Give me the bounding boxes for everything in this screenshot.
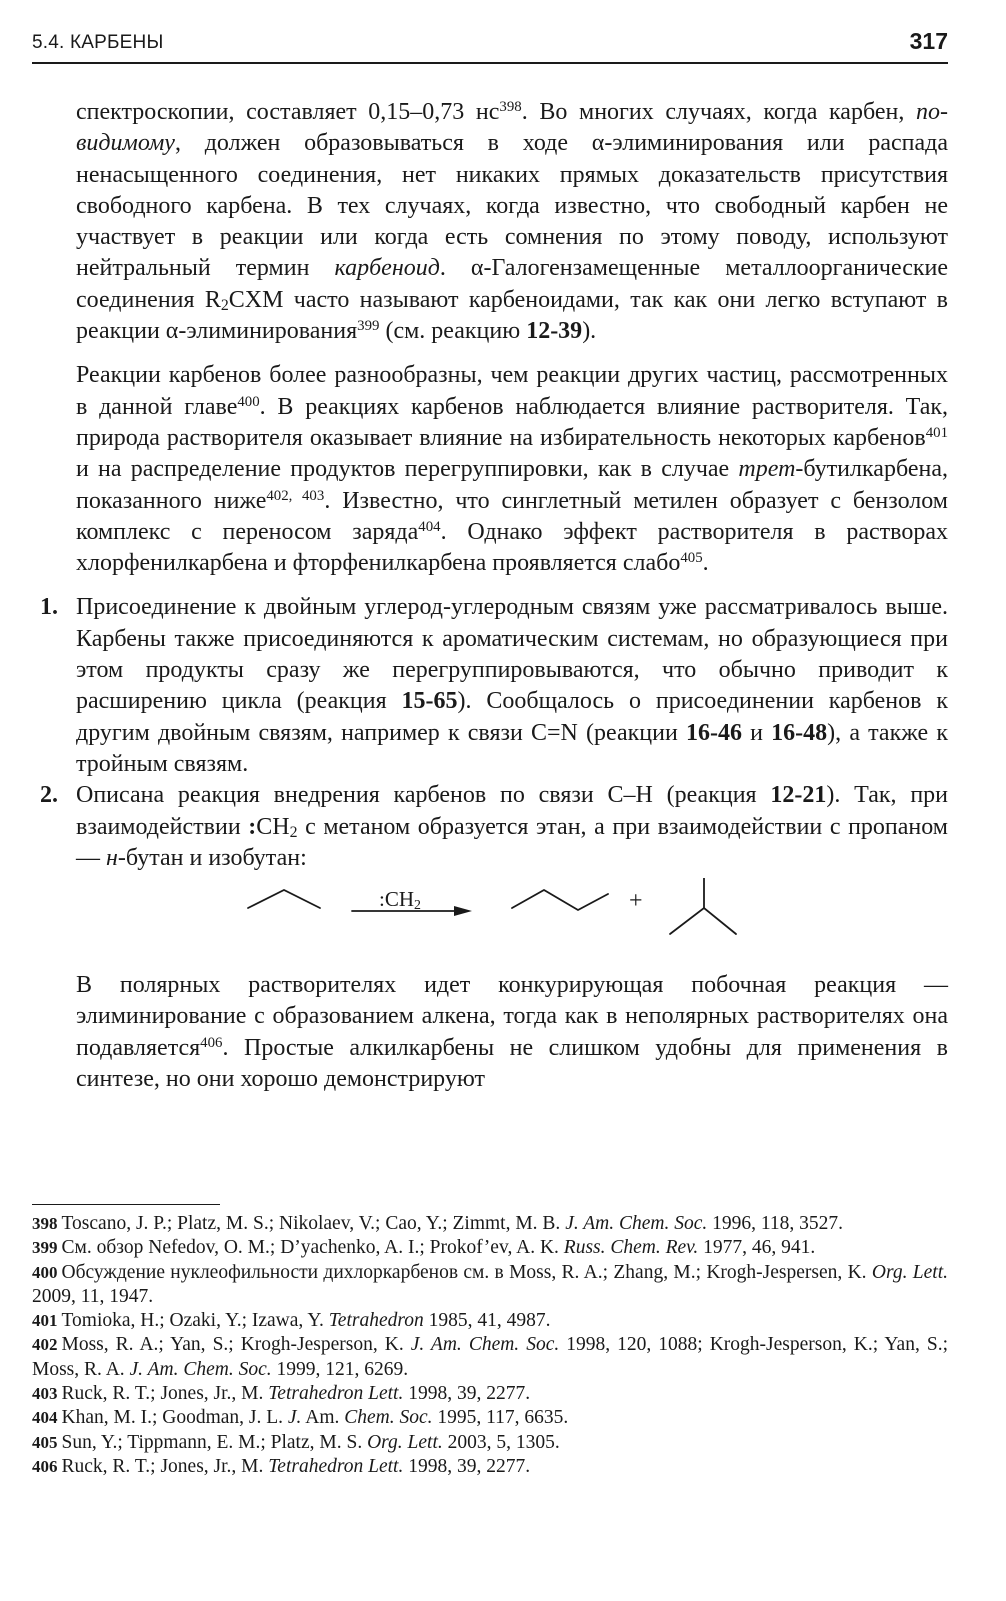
paragraph-3 (76, 970, 948, 1095)
section-title: 5.4. КАРБЕНЫ (32, 32, 164, 53)
footnote-ref-401: 401 (925, 424, 948, 441)
text-run: Описана реакция внедрения карбенов по связи C–H (реакция (76, 782, 771, 809)
text-run: Ruck, R. T.; Jones, Jr., M. (61, 1455, 269, 1477)
footnotes (32, 1212, 948, 1479)
footnote-406 (32, 1455, 948, 1479)
journal-name: J. (287, 1407, 302, 1429)
footnote-ref-399: 399 (357, 317, 380, 334)
isobutane-structure (670, 908, 736, 934)
text-run: Присоединение к двойным углерод-углеродным связям уже рассматривалось выше. Карбены также присоединяются к ароматическим системам, но образующиеся при этом продукты сразу же перегруппировываются, что обычно приводит к расширению цикла (реакция (76, 594, 948, 715)
text-run: . Во многих случаях, когда карбен, (521, 99, 916, 125)
paragraph-1 (76, 97, 948, 347)
footnote-number: 401 (32, 1311, 58, 1331)
footnote-ref-404: 404 (418, 518, 441, 535)
footnote-ref-405: 405 (680, 549, 703, 566)
footnote-ref-398: 398 (499, 98, 522, 115)
footnote-ref-402-403: 402, 403 (266, 487, 325, 504)
footnote-ref-406: 406 (200, 1034, 223, 1051)
text-run: . Известно, что синглетный метилен образует с бензолом комплекс с переносом заряда (76, 487, 948, 545)
text-run: спектроскопии, составляет 0,15–0,73 нс (76, 99, 500, 125)
text-run: См. обзор Nefedov, O. M.; D’yachenko, A. I.; Prokof’ev, A. K. (61, 1237, 564, 1259)
subscript: 2 (289, 823, 298, 841)
item-number: 1. (40, 594, 58, 621)
text-run: 2009, 11, 1947. (32, 1285, 154, 1307)
numbered-list (40, 592, 949, 874)
footnote-number: 402 (32, 1335, 58, 1355)
text-run: Am. (301, 1407, 345, 1429)
list-item (40, 780, 949, 874)
text-run: 1985, 41, 4987. (423, 1310, 551, 1332)
reaction-ref: 12-39 (526, 318, 583, 345)
reaction-ref: 16-46 (685, 719, 742, 746)
propane-structure (248, 890, 320, 908)
footnote-405 (32, 1431, 948, 1455)
italic-term: н (106, 844, 118, 871)
text-run: с метаном образуется этан, а при взаимодействии с пропаном — (76, 813, 948, 871)
italic-term: по-видимому (76, 99, 948, 157)
text-run: и на распределение продуктов перегруппировки, как в случае (76, 456, 739, 483)
italic-term: карбеноид (334, 255, 440, 282)
text-run: Tomioka, H.; Ozaki, Y.; Izawa, Y. (61, 1310, 329, 1332)
text-run: . α-Галогензамещенные металлоорганические соединения R (76, 255, 948, 313)
text-run: 1995, 117, 6635. (432, 1407, 569, 1429)
text-run: . Простые алкилкарбены не слишком удобны для применения в синтезе, но они хорошо демонстрируют (76, 1034, 948, 1093)
footnote-400 (32, 1261, 948, 1310)
footnote-number: 405 (32, 1432, 58, 1452)
text-run: , должен образовываться в ходе α-элиминирования или распада ненасыщенного соединения, нет никаких прямых доказательств присутствия свободного карбена. В тех случаях, когда известно, что свободный карбен не участвует в реакции или когда есть сомнения по этому поводу, используют нейтральный термин (76, 130, 948, 282)
journal-name: J. Am. Chem. Soc. (129, 1358, 272, 1380)
footnote-number: 404 (32, 1408, 58, 1428)
item-number: 2. (40, 782, 58, 809)
running-header (32, 28, 948, 64)
journal-name: Org. Lett. (367, 1431, 443, 1453)
text-run: Реакции карбенов более разнообразны, чем реакции других частиц, рассмотренных в данной главе (76, 362, 948, 420)
text-run: ). (582, 318, 597, 345)
reaction-ref: 16-48 (771, 719, 828, 746)
text-run: . (702, 550, 709, 577)
paragraph-2 (76, 360, 948, 579)
footnote-ref-400: 400 (237, 393, 260, 410)
text-run: CXM часто называют карбеноидами, так как они легко вступают в реакции α-элиминирования (76, 286, 948, 345)
text-run: 1998, 39, 2277. (403, 1455, 531, 1477)
text-run: ). Так, при взаимодействии (76, 782, 949, 840)
reaction-ref: 15-65 (401, 688, 458, 715)
text-run: :CH (379, 887, 415, 912)
reaction-scheme-drawing (76, 878, 948, 960)
text-run: Toscano, J. P.; Platz, M. S.; Nikolaev, V.; Cao, Y.; Zimmt, M. B. (61, 1213, 566, 1234)
arrow-head (454, 906, 472, 916)
footnote-number: 403 (32, 1384, 58, 1404)
footnote-402 (32, 1333, 948, 1382)
text-run: 1977, 46, 941. (698, 1237, 816, 1259)
main-text (40, 97, 949, 1105)
text-run: и (741, 719, 772, 746)
reagent-label (379, 884, 421, 915)
page-number: 317 (909, 28, 948, 54)
journal-name: Russ. Chem. Rev. (563, 1237, 699, 1259)
footnote-number: 398 (32, 1214, 58, 1233)
text-run: 1996, 118, 3527. (707, 1213, 844, 1234)
footnote-number: 399 (32, 1238, 58, 1258)
text-run: 1999, 121, 6269. (271, 1358, 409, 1380)
n-butane-structure (512, 890, 608, 910)
journal-name: Tetrahedron (328, 1310, 424, 1332)
reaction-scheme (76, 878, 948, 960)
journal-name: Tetrahedron Lett. (268, 1383, 404, 1405)
text-run: ). Сообщалось о присоединении карбенов к другим двойным связям, например к связи C=N (реакции (76, 688, 949, 746)
text-run: Обсуждение нуклеофильности дихлоркарбенов см. в Moss, R. A.; Zhang, M.; Krogh-Jespersen, K. (61, 1261, 872, 1283)
carbene-colon: : (248, 813, 257, 840)
journal-name: Chem. Soc. (344, 1407, 433, 1429)
footnote-404 (32, 1406, 948, 1430)
text-run: В полярных растворителях идет конкурирующая побочная реакция — элиминирование с образованием алкена, тогда как в неполярных растворителях она подавляется (76, 972, 948, 1061)
text-run: 1998, 120, 1088; Krogh-Jesperson, K.; Yan, S.; Moss, R. A. (32, 1334, 948, 1380)
text-run: Sun, Y.; Tippmann, E. M.; Platz, M. S. (61, 1431, 368, 1453)
text-run: ), а также к тройным связям. (76, 719, 948, 777)
list-item (40, 592, 949, 780)
journal-name: Tetrahedron Lett. (268, 1455, 404, 1477)
footnote-rule (32, 1204, 220, 1205)
text-run: . Однако эффект растворителя в растворах хлорфенилкарбена и фторфенилкарбена проявляется слабо (76, 518, 948, 577)
subscript: 2 (220, 296, 229, 314)
footnote-398 (32, 1212, 948, 1236)
journal-name: J. Am. Chem. Soc. (410, 1334, 560, 1356)
text-run: CH (256, 813, 290, 840)
footnote-number: 400 (32, 1262, 58, 1282)
reaction-ref: 12-21 (770, 782, 827, 809)
footnote-number: 406 (32, 1456, 58, 1476)
footnote-399 (32, 1236, 948, 1260)
plus-sign: + (629, 888, 643, 915)
subscript: 2 (414, 896, 421, 912)
journal-name: Org. Lett. (871, 1261, 948, 1283)
text-run: Moss, R. A.; Yan, S.; Krogh-Jesperson, K. (61, 1334, 411, 1356)
footnote-401 (32, 1309, 948, 1333)
footnote-403 (32, 1382, 948, 1406)
text-run: Khan, M. I.; Goodman, J. L. (61, 1407, 288, 1429)
italic-term: трет (738, 456, 796, 483)
text-run: 2003, 5, 1305. (442, 1431, 560, 1453)
text-run: Ruck, R. T.; Jones, Jr., M. (61, 1383, 269, 1405)
journal-name: J. Am. Chem. Soc. (565, 1213, 708, 1234)
text-run: -бутилкарбена, показанного ниже (76, 456, 948, 514)
text-run: . В реакциях карбенов наблюдается влияние растворителя. Так, природа растворителя оказывает влияние на избирательность некоторых карбенов (76, 393, 949, 451)
text-run: -бутан и изобутан: (117, 844, 307, 871)
text-run: 1998, 39, 2277. (403, 1383, 531, 1405)
text-run: (см. реакцию (379, 318, 527, 345)
